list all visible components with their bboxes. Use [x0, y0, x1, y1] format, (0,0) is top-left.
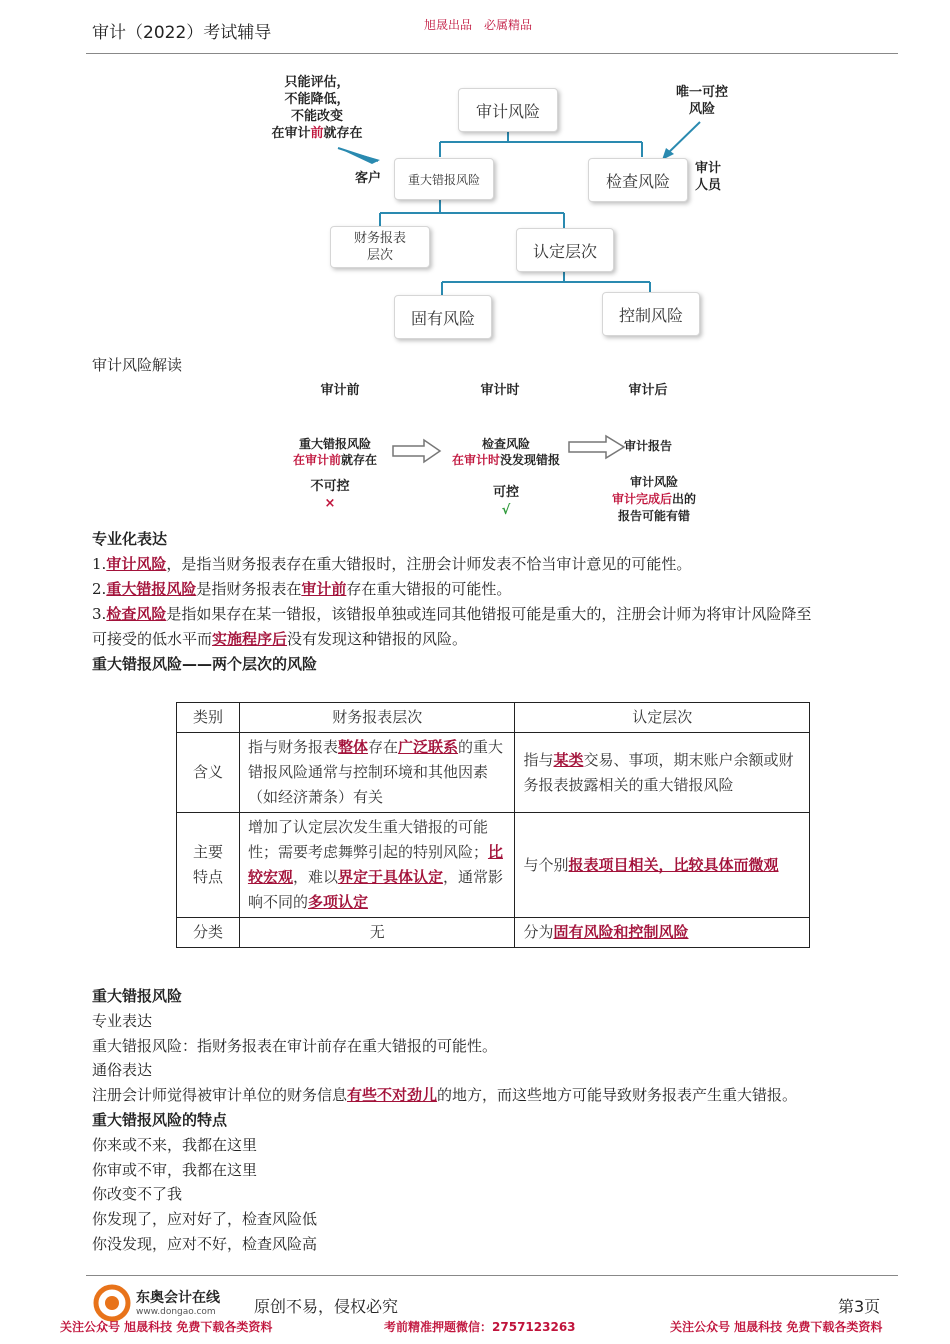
- timeline-before-status: 不可控: [310, 479, 350, 494]
- note-highlight: 前: [310, 126, 324, 141]
- timeline-text: 就存在: [341, 453, 378, 467]
- cell-highlight: 多项认定: [307, 893, 368, 911]
- feature-line: 你发现了，应对好了，检查风险低: [92, 1210, 318, 1228]
- cell-highlight: 固有风险和控制风险: [553, 923, 689, 941]
- section-title-interpretation: 审计风险解读: [92, 356, 183, 374]
- logo-mark-icon: [92, 1283, 132, 1323]
- timeline-during-text: [438, 436, 574, 468]
- promo-number: 2757123263: [492, 1320, 576, 1334]
- item-number: 2.: [92, 580, 107, 598]
- client-label: 客户: [354, 171, 381, 186]
- timeline-line: 检查风险: [481, 437, 530, 451]
- term-highlight: 检查风险: [106, 605, 167, 623]
- note-uncontrollable: [258, 74, 376, 142]
- footer-promo-mid: [384, 1318, 576, 1335]
- timeline-header-during: 审计时: [480, 383, 520, 398]
- page-header-title: 审计（2022）考试辅导: [92, 23, 272, 43]
- cross-icon: ×: [324, 496, 336, 511]
- cell-text: 分为: [523, 923, 554, 941]
- cell-text: 增加了认定层次发生重大错报的可能性；需要考虑舞弊引起的特别风险；: [247, 818, 488, 861]
- table-row: [177, 813, 810, 918]
- note-text: 就存在: [323, 126, 363, 141]
- timeline-line: [438, 452, 574, 468]
- feature-line: 你来或不来，我都在这里: [92, 1136, 258, 1154]
- risk-level-table: [176, 702, 810, 948]
- item-number: 3.: [92, 605, 107, 623]
- feature-title: 重大错报风险的特点: [92, 1111, 228, 1129]
- detection-risk-box: 检查风险: [588, 158, 688, 202]
- fs-level-cell: [239, 733, 515, 813]
- footer-promo-left: 关注公众号 旭晟科技 免费下载各类资料: [60, 1320, 273, 1334]
- timeline-highlight: 审计完成后: [611, 492, 672, 506]
- definition-item-1: [92, 552, 904, 577]
- logo-url: www.dongao.com: [136, 1307, 216, 1317]
- cell-text: 交易、事项，期末账户余额或财务报表披露相关的重大错报风险: [523, 750, 794, 794]
- timeline-during-status: 可控: [492, 485, 519, 500]
- header-divider: [86, 53, 898, 54]
- plain-part: 的地方，而这些地方可能导致财务报表产生重大错报。: [437, 1086, 798, 1104]
- label-line: 主要: [192, 843, 223, 861]
- item-text: ，是指当财务报表存在重大错报时，注册会计师发表不恰当审计意见的可能性。: [166, 555, 692, 573]
- assertion-level-cell: [515, 733, 810, 813]
- row-label: 含义: [177, 733, 240, 813]
- item-number: 1.: [92, 555, 107, 573]
- assertion-level-cell: [515, 813, 810, 918]
- auditor-line: 审计: [694, 161, 721, 176]
- cell-highlight: 广泛联系: [397, 738, 458, 756]
- timeline-line: 审计风险: [629, 475, 678, 489]
- plain-label: 通俗表达: [92, 1061, 153, 1079]
- item-text: 是指如果存在某一错报，该错报单独或连同其他错报可能是重大的，注册会计师为将审计风险降至: [166, 605, 812, 623]
- note-line: 只能评估，: [284, 75, 350, 90]
- footer-divider: [86, 1275, 898, 1276]
- table-header-row: [177, 703, 810, 733]
- cell-highlight: 报表项目相关，比较具体而微观: [568, 855, 779, 874]
- note-line: [258, 125, 376, 142]
- timeline-before-text: [280, 436, 390, 468]
- audit-risk-box: 审计风险: [458, 88, 558, 132]
- fs-level-cell: [239, 813, 515, 918]
- promo-label: 考前精准押题微信：: [384, 1320, 493, 1334]
- table-title: 重大错报风险——两个层次的风险: [92, 655, 318, 673]
- cell-text: ，通常影响不同的: [247, 868, 503, 911]
- row-label: 分类: [177, 918, 240, 948]
- timeline-header-before: 审计前: [320, 383, 360, 398]
- timeline-after-text: [596, 474, 712, 525]
- plain-part: 注册会计师觉得被审计单位的财务信息: [92, 1086, 348, 1104]
- cell-text: 指与: [523, 750, 554, 769]
- cell-text: 指与财务报表: [247, 738, 338, 756]
- plain-text: [92, 1083, 904, 1108]
- material-misstatement-box: 重大错报风险: [394, 158, 494, 200]
- section-title-material-risk: 重大错报风险: [92, 987, 183, 1005]
- cell-highlight: 整体: [337, 738, 368, 756]
- professional-label: 专业表达: [92, 1012, 153, 1030]
- item-text: 是指财务报表在: [196, 580, 302, 598]
- table-header-cell: 财务报表层次: [239, 703, 515, 733]
- section-title-professional: 专业化表达: [92, 530, 168, 548]
- footer-promo-right: 关注公众号 旭晟科技 免费下载各类资料: [670, 1320, 883, 1334]
- term-highlight: 审计风险: [106, 555, 167, 573]
- note-line: 不能改变: [290, 109, 343, 124]
- fs-level-cell: 无: [239, 918, 515, 948]
- item-text: 没有发现这种错报的风险。: [287, 630, 468, 648]
- logo-name: 东奥会计在线: [136, 1290, 220, 1306]
- arrow-right-icon: [392, 438, 442, 464]
- cell-text: ，难以: [292, 868, 338, 886]
- note-text: 在审计: [271, 126, 311, 141]
- note-line: 不能降低，: [284, 92, 350, 107]
- footer-slogan: 原创不易，侵权必究: [254, 1297, 399, 1316]
- control-risk-box: 控制风险: [602, 292, 700, 336]
- assertion-level-box: 认定层次: [516, 228, 614, 272]
- professional-text: 重大错报风险：指财务报表在审计前存在重大错报的可能性。: [92, 1037, 498, 1055]
- auditor-label: [690, 160, 726, 194]
- feature-line: 你没发现，应对不好，检查风险高: [92, 1235, 318, 1253]
- row-label: [177, 813, 240, 918]
- cell-text: 与个别: [523, 855, 569, 874]
- cell-highlight: 界定于具体认定: [337, 868, 443, 886]
- inherent-risk-box: 固有风险: [394, 295, 492, 339]
- timeline-text: 没发现错报: [500, 453, 561, 467]
- plain-highlight: 有些不对劲儿: [347, 1086, 438, 1104]
- check-icon: √: [501, 503, 511, 518]
- label-line: 特点: [192, 868, 223, 886]
- page-number: 第3页: [838, 1297, 881, 1316]
- item-text: 可接受的低水平而: [92, 630, 213, 648]
- fs-level-line: 层次: [366, 248, 393, 263]
- feature-line: 你审或不审，我都在这里: [92, 1161, 258, 1179]
- arrow-right-icon: [568, 434, 626, 460]
- note-controllable: [666, 84, 738, 118]
- term-highlight: 实施程序后: [212, 630, 288, 648]
- timeline-line: 重大错报风险: [298, 437, 371, 451]
- risk-diagram: [250, 60, 750, 350]
- table-row: [177, 918, 810, 948]
- timeline-line: 报告可能有错: [617, 509, 690, 523]
- timeline-after-report: 审计报告: [624, 439, 673, 453]
- fs-level-line: 财务报表: [353, 231, 406, 246]
- auditor-line: 人员: [694, 178, 721, 193]
- risk-timeline: [280, 378, 720, 528]
- definition-item-3: [92, 602, 904, 627]
- cell-highlight: 某类: [553, 750, 584, 769]
- table-header-cell: 类别: [177, 703, 240, 733]
- table-header-cell: 认定层次: [515, 703, 810, 733]
- timeline-highlight: 在审计前: [292, 453, 341, 467]
- cell-highlight: 比较宏观: [247, 843, 503, 886]
- item-text: 存在重大错报的可能性。: [346, 580, 512, 598]
- table-row: [177, 733, 810, 813]
- timeline-highlight: 在审计时: [451, 453, 500, 467]
- timeline-text: 出的: [672, 492, 697, 506]
- dongao-logo: [92, 1283, 242, 1323]
- timeline-line: [596, 491, 712, 508]
- fs-level-box: [330, 226, 430, 268]
- timeline-line: [280, 452, 390, 468]
- note-line: 唯一可控: [675, 85, 728, 100]
- note-line: 风险: [688, 102, 715, 117]
- header-brand: 旭晟出品 必属精品: [424, 18, 533, 32]
- definition-item-3-cont: [92, 627, 904, 652]
- timeline-header-after: 审计后: [628, 383, 668, 398]
- cell-text: 的重大错报风险通常与控制环境和其他因素（如经济萧条）有关: [247, 738, 504, 806]
- feature-line: 你改变不了我: [92, 1185, 183, 1203]
- term-highlight: 重大错报风险: [106, 580, 197, 598]
- assertion-level-cell: [515, 918, 810, 948]
- term-highlight: 审计前: [301, 580, 347, 598]
- cell-text: 存在: [367, 738, 398, 756]
- definition-item-2: [92, 577, 904, 602]
